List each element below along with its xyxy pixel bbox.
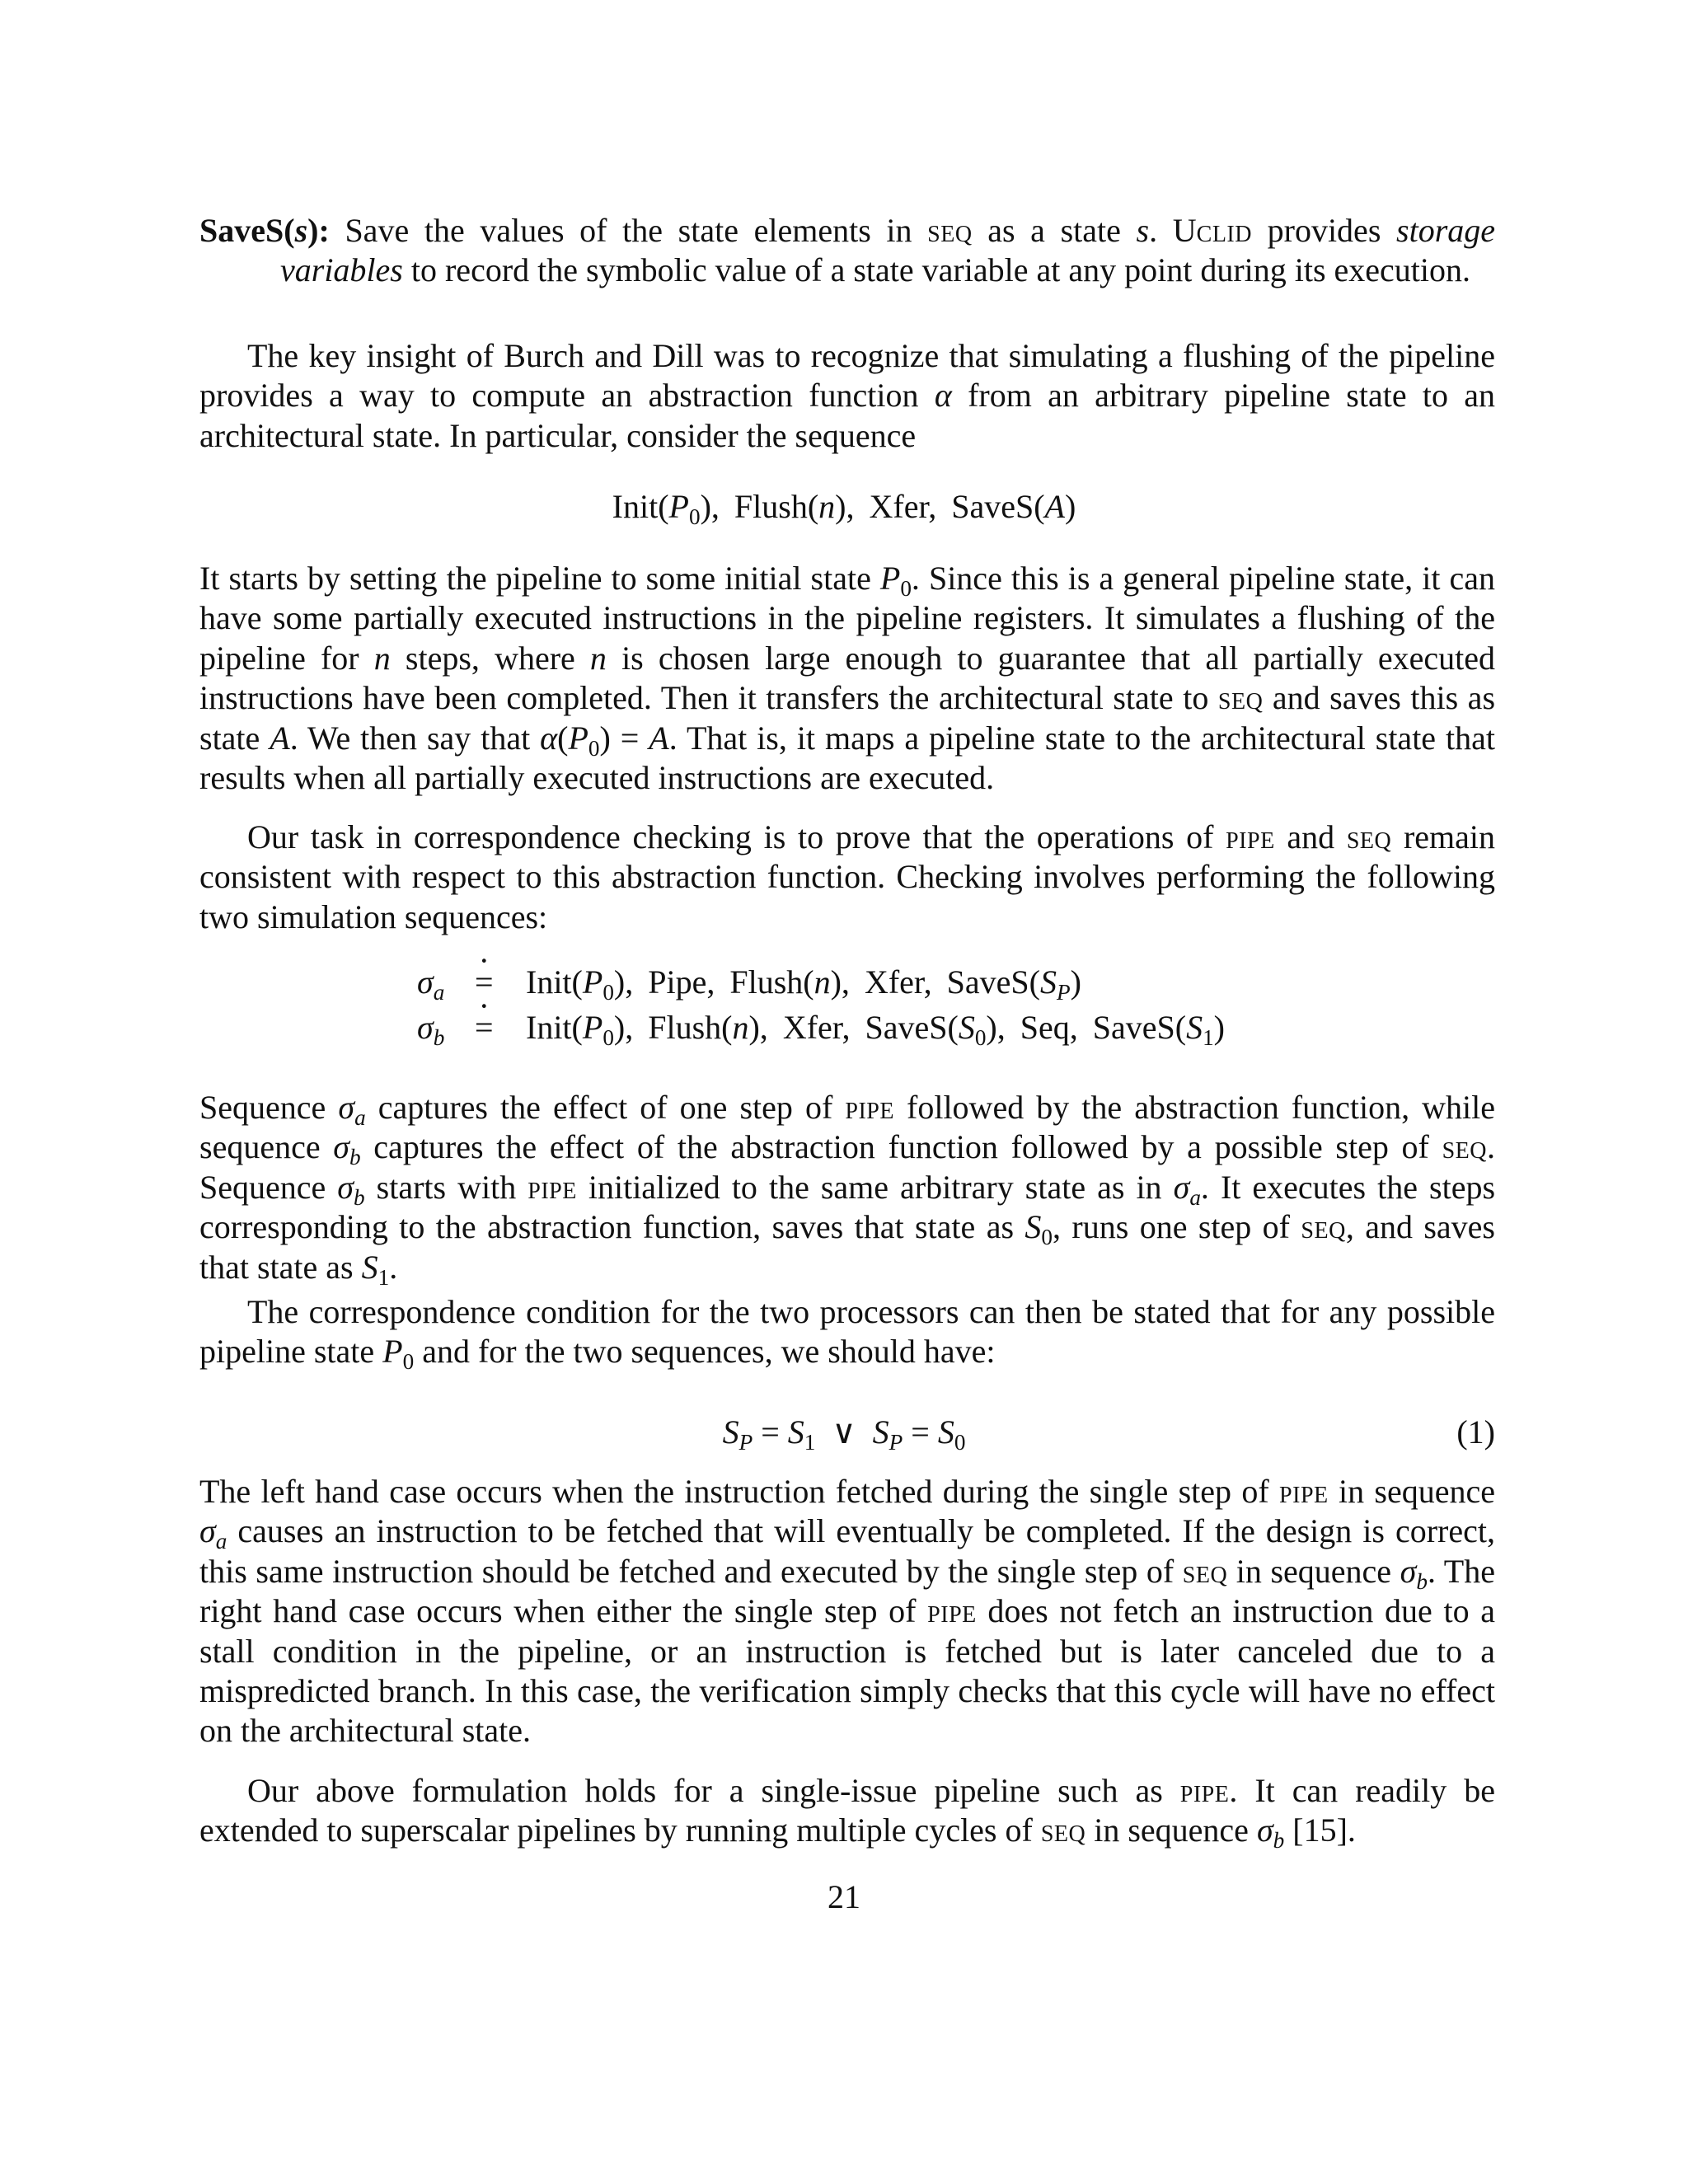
equation-1: $S_P = S_1$ ∨ $S_P = S_0$: [722, 1413, 966, 1455]
saves-definition: SaveS(s): Save the values of the state elements in seq as a state s. Uclid provides storage variables to record the symbolic value of a state variable at any point during its execution.: [199, 212, 1496, 289]
paragraph-burch-dill: The key insight of Burch and Dill was to recognize that simulating a flushing of the pipeline provides a way to compute an abstraction function α from an arbitrary pipeline state to an architectural state. In particular, consider the sequence: [199, 337, 1496, 454]
sigma-a-definition: $\sigma_a$ · = $Init(P_0)$, Pipe, Flush(n), Xfer, $SaveS(S_P)$: [417, 963, 444, 1002]
paragraph-sequences: Sequence $\sigma_a$ captures the effect of one step of pipe followed by the abstraction function, while sequence $\sigma_b$ captures the effect of the abstraction function followed by a possible step of seq. Sequence $\sigma_b$ starts with pipe initialized to the same arbitrary state as in $\sigma_a$. It executes the steps corresponding to the abstraction function, saves that state as $S_0$, runs one step of seq, and saves that state as $S_1$.: [199, 1089, 1496, 1290]
equation-number: (1): [1456, 1413, 1495, 1451]
page-number: 21: [828, 1878, 860, 1915]
paragraph-condition: The correspondence condition for the two processors can then be stated that for any possible pipeline state $P_0$ and for the two sequences, we should have:: [199, 1293, 1495, 1375]
paragraph-superscalar: Our above formulation holds for a single-issue pipeline such as pipe. It can readily be extended to superscalar pipelines by running multiple cycles of seq in sequence $\sigma_b$ [15].: [199, 1772, 1495, 1854]
sigma-a-rhs: $Init(P_0)$, Pipe, Flush(n), Xfer, $SaveS(S_P)$: [526, 963, 1081, 1005]
sigma-b-definition: $\sigma_b$ · = $Init(P_0)$, Flush(n), Xfer, $SaveS(S_0)$, Seq, $SaveS(S_1)$: [417, 1008, 444, 1047]
flush-sequence-display: $Init(P_0)$, Flush(n), Xfer, SaveS(A): [612, 488, 1076, 530]
definition-term: SaveS(s):: [199, 212, 330, 249]
paragraph-cases: The left hand case occurs when the instruction fetched during the single step of pipe in sequence $\sigma_a$ causes an instruction to be fetched that will eventually be completed. If the design is correct, this same instruction should be fetched and executed by the single step of seq in sequence $\sigma_b$. The right hand case occurs when either the single step of pipe does not fetch an instruction due to a stall condition in the pipeline, or an instruction is fetched but is later canceled due to a mispredicted branch. In this case, the verification simply checks that this cycle will have no effect on the architectural state.: [199, 1473, 1496, 1750]
paragraph-initial-state: It starts by setting the pipeline to some initial state $P_0$. Since this is a general pipeline state, it can have some partially executed instructions in the pipeline registers. It simulates a flushing of the pipeline for n steps, where n is chosen large enough to guarantee that all partially executed instructions have been completed. Then it transfers the architectural state to seq and saves this as state A. We then say that $\alpha(P_0) = A$. That is, it maps a pipeline state to the architectural state that results when all partially executed instructions are executed.: [199, 560, 1496, 797]
paragraph-correspondence-task: Our task in correspondence checking is to prove that the operations of pipe and seq remain consistent with respect to this abstraction function. Checking involves performing the following two simulation sequences:: [199, 818, 1495, 935]
sigma-b-rhs: $Init(P_0)$, Flush(n), Xfer, $SaveS(S_0)$, Seq, $SaveS(S_1)$: [526, 1009, 1225, 1051]
